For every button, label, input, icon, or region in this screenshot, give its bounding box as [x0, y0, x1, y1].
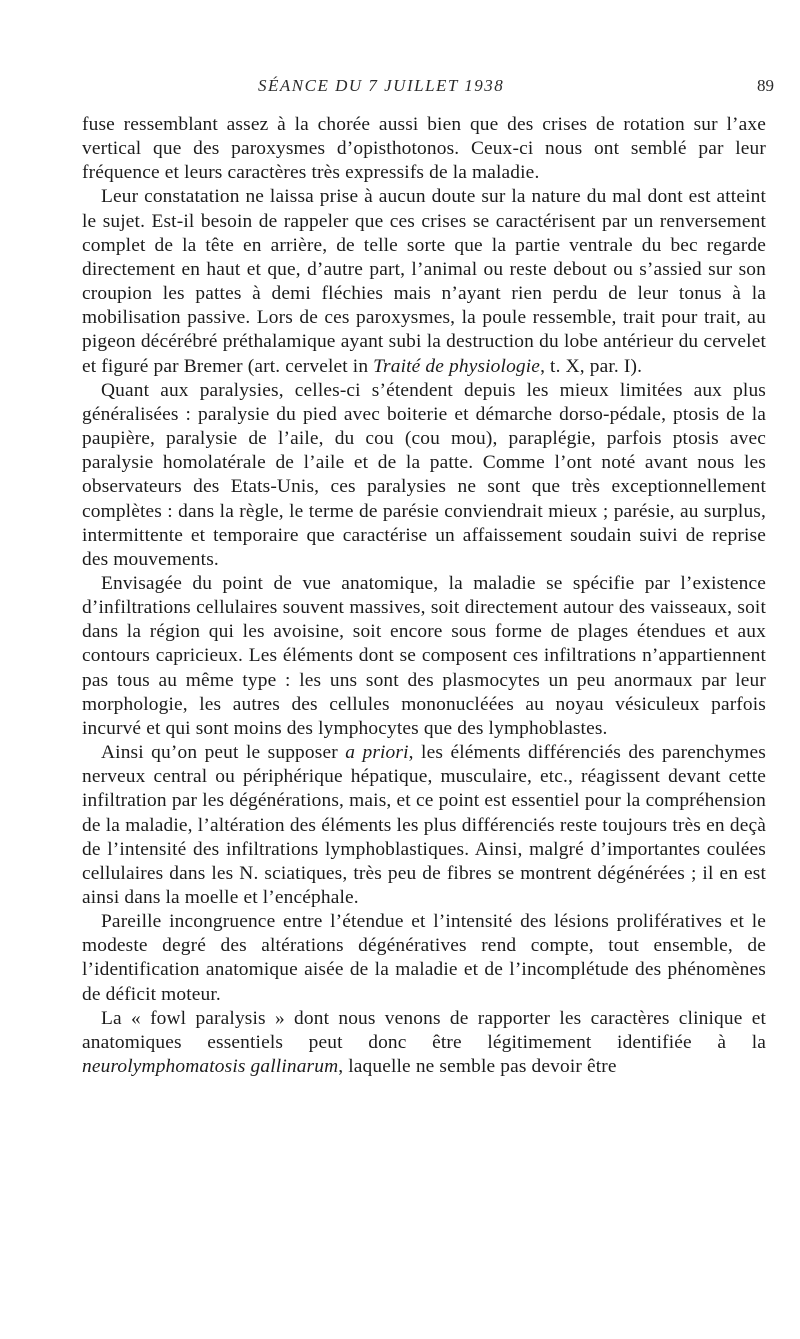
paragraph-6: Pareille incongruence entre l’étendue et l’intensité des lésions prolifératives et le modeste degré des altérations dégénératives rend compte, tout ensemble, de l’identification anatomique aisée de la maladie et de l’incomplétude des phénomènes de déficit moteur. — [82, 911, 766, 1005]
paragraph-7: La « fowl paralysis » dont nous venons de rapporter les caractères clinique et anatomiques essentiels peut donc être légitimement identifiée à la neurolymphomatosis gallinarum, laquelle ne semble pas devoir être — [82, 1007, 766, 1078]
italic-title: Traité de physiologie — [373, 355, 541, 377]
page-number: 89 — [757, 76, 774, 95]
paragraph-5: Ainsi qu’on peut le supposer a priori, les éléments différenciés des parenchymes nerveux central ou périphérique hépatique, musculaire, etc., réagissent devant cette infiltration par les dégénérations, mais, et ce point est essentiel pour la compréhension de la maladie, l’altération des éléments les plus différenciés reste toujours très en deçà de l’intensité des infiltrations lymphoblastiques. Ainsi, malgré d’importantes coulées cellulaires dans les N. sciatiques, très peu de fibres se montrent dégénérées ; il en est ainsi dans la moelle et l’encéphale. — [82, 742, 766, 908]
italic-latin: a priori — [345, 742, 409, 764]
running-title: SÉANCE DU 7 JUILLET 1938 — [258, 76, 505, 95]
paragraph-2: Leur constatation ne laissa prise à aucun doute sur la nature du mal dont est atteint le sujet. Est-il besoin de rappeler que ces crises se caractérisent par un renversement complet de la tête en arrière, de telle sorte que la partie ventrale du bec regarde directement en haut et que, d’autre part, l’animal ou reste debout ou s’assied sur son croupion les pattes à demi fléchies mais n’ayant rien perdu de leur tonus à la mobilisation passive. Lors de ces paroxysmes, la poule ressemble, trait pour trait, au pigeon décérébré préthalamique ayant subi la destruction du lobe antérieur du cervelet et figuré par Bremer (art. cervelet in Traité de physiologie, t. X, par. I). — [82, 186, 766, 377]
paragraph-4: Envisagée du point de vue anatomique, la maladie se spécifie par l’existence d’infiltrations cellulaires souvent massives, soit directement autour des vaisseaux, soit dans la région qui les avoisine, soit encore sous forme de plages étendues et aux contours capricieux. Les éléments dont se composent ces infiltrations n’appartiennent pas tous au même type : les uns sont des plasmocytes un peu anormaux par leur morphologie, les autres des cellules mononucléées au noyau vésiculeux parfois incurvé et qui sont moins des lymphocytes que des lymphoblastes. — [82, 572, 766, 739]
body-text — [82, 113, 766, 1079]
italic-disease-name: neurolymphomatosis gallinarum — [82, 1056, 339, 1078]
paragraph-3: Quant aux paralysies, celles-ci s’étendent depuis les mieux limitées aux plus généralisées : paralysie du pied avec boiterie et démarche dorso-pédale, ptosis de la paupière, paralysie de l’aile, du cou (cou mou), paraplégie, parfois ptosis avec paralysie homolatérale de l’aile et de la patte. Comme l’ont noté avant nous les observateurs des Etats-Unis, ces paralysies ne sont que très exceptionnellement complètes : dans la règle, le terme de parésie conviendrait mieux ; parésie, au surplus, intermittente et temporaire que caractérise un affaissement soudain suivi de reprise des mouvements. — [82, 379, 766, 570]
paragraph-1: fuse ressemblant assez à la chorée aussi bien que des crises de rotation sur l’axe vertical que des paroxysmes d’opisthotonos. Ceux-ci nous ont semblé par leur fréquence et leurs caractères très expressifs de la maladie. — [82, 114, 766, 184]
page-header — [82, 76, 782, 102]
